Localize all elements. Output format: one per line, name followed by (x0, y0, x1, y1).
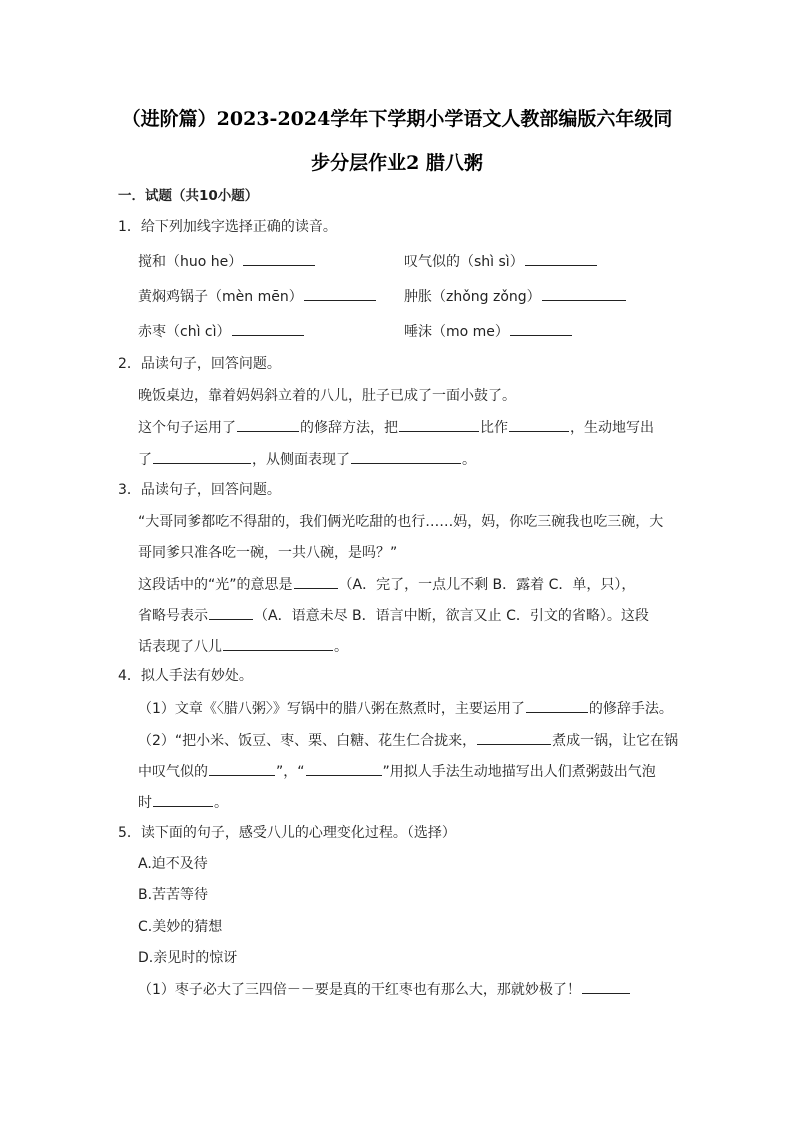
q4-text: 的修辞手法。 (588, 701, 673, 717)
answer-blank[interactable] (209, 761, 275, 776)
q4-part-2-end (138, 792, 228, 813)
q2-stem: 2．品读句子，回答问题。 (118, 356, 281, 372)
q5-text: （1）枣子必大了三四倍－－要是真的干红枣也有那么大，那就妙极了！ (138, 982, 581, 998)
q3-text: 话表现了八儿 (138, 639, 222, 655)
q3-answer-line-3 (138, 636, 348, 657)
q4-text: 时 (138, 795, 152, 811)
answer-blank[interactable] (477, 730, 551, 745)
q4-part-2 (138, 730, 678, 751)
q2-sentence: 晚饭桌边，靠着妈妈斜立着的八儿，肚子已成了一面小鼓了。 (138, 388, 516, 404)
section-heading: 一．试题（共10小题） (118, 188, 259, 204)
q4-part-1 (138, 698, 673, 719)
answer-blank[interactable] (223, 636, 333, 651)
q2-text: 的修辞方法，把 (300, 420, 398, 436)
q4-text: （1）文章《〈腊八粥〉》写锅中的腊八粥在熬煮时，主要运用了 (138, 701, 525, 717)
q4-text: ”用拟人手法生动地描写出人们煮粥鼓出气泡 (382, 764, 656, 780)
q4-text: 。 (214, 795, 228, 811)
answer-blank[interactable] (509, 417, 569, 432)
q1-item (404, 286, 627, 307)
q4-text: 煮成一锅，让它在锅 (552, 733, 679, 749)
q3-text: （A．语意未尽 B．语言中断，欲言又止 C．引文的省略）。这段 (254, 608, 649, 624)
answer-blank[interactable] (243, 251, 315, 266)
q4-stem: 4．拟人手法有妙处。 (118, 668, 253, 684)
q1-item (404, 321, 573, 342)
q3-text: （A．完了，一点儿不剩 B．露着 C．单，只）， (338, 577, 636, 593)
q3-text: 省略号表示 (138, 608, 208, 624)
q2-text: 。 (462, 452, 476, 468)
q1-stem: 1．给下列加线字选择正确的读音。 (118, 219, 337, 235)
q3-answer-line-2 (138, 605, 649, 626)
q5-sentence-1 (138, 979, 631, 1000)
q1-item (404, 251, 598, 272)
q2-text: 这个句子运用了 (138, 420, 236, 436)
answer-blank[interactable] (153, 792, 213, 807)
q2-answer-line-1 (138, 417, 654, 438)
q1-item-text: 黄焖鸡锅子（mèn mēn） (138, 289, 303, 305)
answer-blank[interactable] (306, 761, 382, 776)
q4-text: 中叹气似的 (138, 764, 208, 780)
q2-text: ，生动地写出 (570, 420, 654, 436)
document-title-line-2: 步分层作业2 腊八粥 (311, 152, 483, 174)
answer-blank[interactable] (526, 698, 588, 713)
answer-blank[interactable] (351, 449, 461, 464)
document-title-line-1: （进阶篇）2023-2024学年下学期小学语文人教部编版六年级同 (121, 108, 673, 130)
q4-text: （2）“把小米、饭豆、枣、栗、白糖、花生仁合拢来， (138, 733, 477, 749)
q5-option-c: C.美妙的猜想 (138, 919, 223, 935)
q1-item-text: 肿胀（zhǒng zǒng） (404, 289, 541, 305)
q3-answer-line-1 (138, 574, 635, 595)
q5-option-d: D.亲见时的惊讶 (138, 950, 238, 966)
q2-text: 比作 (480, 420, 508, 436)
q1-item-text: 叹气似的（shì sì） (404, 254, 524, 270)
answer-blank[interactable] (399, 417, 479, 432)
answer-blank[interactable] (294, 574, 338, 589)
answer-blank[interactable] (525, 251, 597, 266)
q5-option-b: B.苦苦等待 (138, 887, 209, 903)
answer-blank[interactable] (304, 286, 376, 301)
answer-blank[interactable] (232, 321, 304, 336)
q3-quote-line-2: 哥同爹只准各吃一碗，一共八碗，是吗？” (138, 545, 398, 561)
q4-text: ”，“ (276, 764, 305, 780)
answer-blank[interactable] (582, 979, 630, 994)
q3-quote-line-1: “大哥同爹都吃不得甜的，我们俩光吃甜的也行……妈，妈，你吃三碗我也吃三碗，大 (138, 514, 664, 530)
answer-blank[interactable] (153, 449, 251, 464)
q1-item (138, 321, 305, 342)
q3-text: 这段话中的“光”的意思是 (138, 577, 293, 593)
q5-option-a: A.迫不及待 (138, 856, 208, 872)
q5-stem: 5．读下面的句子，感受八儿的心理变化过程。（选择） (118, 825, 456, 841)
q1-item-text: 赤枣（chì cì） (138, 324, 231, 340)
answer-blank[interactable] (237, 417, 299, 432)
q1-item (138, 251, 316, 272)
q1-item-text: 唾沫（mo me） (404, 324, 509, 340)
q2-text: 了 (138, 452, 152, 468)
q2-answer-line-2 (138, 449, 476, 470)
q3-stem: 3．品读句子，回答问题。 (118, 482, 281, 498)
q4-part-2-cont (138, 761, 656, 782)
q1-item-text: 搅和（huo he） (138, 254, 243, 270)
q1-item (138, 286, 377, 307)
q3-text: 。 (334, 639, 348, 655)
answer-blank[interactable] (542, 286, 626, 301)
q2-text: ，从侧面表现了 (252, 452, 350, 468)
answer-blank[interactable] (209, 605, 253, 620)
answer-blank[interactable] (510, 321, 572, 336)
